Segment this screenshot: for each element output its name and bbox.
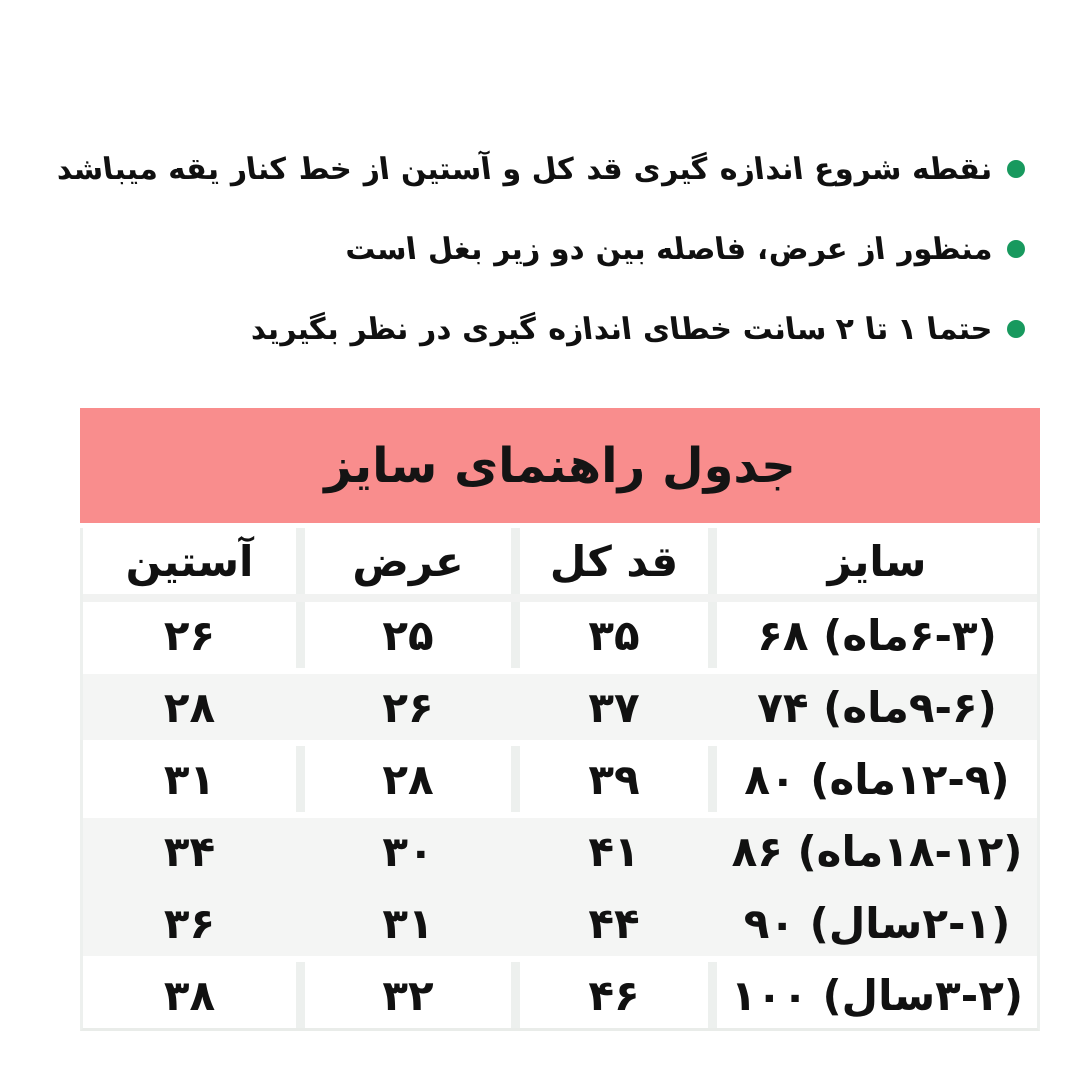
bullet-dot-icon xyxy=(1007,160,1025,178)
bullet-dot-icon xyxy=(1007,320,1025,338)
table-row xyxy=(83,890,1037,956)
table-row xyxy=(83,674,1037,740)
cell-width: ۳۱ xyxy=(382,898,434,948)
cell-sleeve: ۳۶ xyxy=(163,898,216,948)
note-text-3: حتما ۱ تا ۲ سانت خطای اندازه گیری در نظر بگیرید xyxy=(247,311,995,347)
column-gutter xyxy=(296,746,305,812)
header-separator xyxy=(83,594,1037,602)
cell-height: ۴۶ xyxy=(588,970,640,1020)
header-cell-size: سایز xyxy=(827,536,927,586)
column-gutter xyxy=(708,674,717,740)
notes-list xyxy=(56,150,1025,390)
cell-width: ۳۰ xyxy=(382,826,434,876)
cell-width: ۲۶ xyxy=(382,682,434,732)
header-cell-width: عرض xyxy=(352,536,464,586)
cell-height: ۳۷ xyxy=(588,682,640,732)
cell-size: (۱۲-۹ماه) ۸۰ xyxy=(744,754,1010,804)
cell-sleeve: ۲۶ xyxy=(163,610,216,660)
cell-size: (۲-۱سال) ۹۰ xyxy=(743,898,1011,948)
note-text-1: نقطه شروع اندازه گیری قد کل و آستین از خط کنار یقه میباشد xyxy=(54,151,995,187)
table-row xyxy=(83,962,1037,1028)
column-gutter xyxy=(708,528,717,594)
column-gutter xyxy=(296,674,305,740)
column-gutter xyxy=(511,528,520,594)
cell-width: ۳۲ xyxy=(382,970,434,1020)
header-cell-sleeve: آستین xyxy=(125,536,254,586)
table-header-row xyxy=(83,528,1037,594)
column-gutter xyxy=(708,962,717,1028)
column-gutter xyxy=(511,674,520,740)
column-gutter xyxy=(296,818,305,884)
note-item-1 xyxy=(56,150,1025,188)
cell-height: ۳۵ xyxy=(588,610,640,660)
note-text-2: منظور از عرض، فاصله بین دو زیر بغل است xyxy=(343,231,995,267)
note-item-2 xyxy=(56,230,1025,268)
cell-height: ۴۴ xyxy=(588,898,640,948)
column-gutter xyxy=(296,602,305,668)
cell-size: (۳-۲سال) ۱۰۰ xyxy=(730,970,1024,1020)
table-title: جدول راهنمای سایز xyxy=(324,437,796,494)
table-row xyxy=(83,602,1037,668)
cell-size: (۹-۶ماه) ۷۴ xyxy=(757,682,997,732)
cell-size: (۶-۳ماه) ۶۸ xyxy=(757,610,997,660)
column-gutter xyxy=(296,890,305,956)
size-table xyxy=(80,528,1040,1031)
column-gutter xyxy=(708,746,717,812)
column-gutter xyxy=(708,818,717,884)
column-gutter xyxy=(708,602,717,668)
table-title-band xyxy=(80,408,1040,523)
cell-size: (۱۸-۱۲ماه) ۸۶ xyxy=(731,826,1023,876)
table-row xyxy=(83,746,1037,812)
table-row xyxy=(83,818,1037,884)
cell-sleeve: ۳۴ xyxy=(163,826,216,876)
column-gutter xyxy=(296,528,305,594)
column-gutter xyxy=(511,962,520,1028)
column-gutter xyxy=(511,746,520,812)
bullet-dot-icon xyxy=(1007,240,1025,258)
column-gutter xyxy=(708,890,717,956)
cell-sleeve: ۳۸ xyxy=(163,970,216,1020)
column-gutter xyxy=(296,962,305,1028)
cell-height: ۳۹ xyxy=(588,754,640,804)
note-item-3 xyxy=(56,310,1025,348)
column-gutter xyxy=(511,818,520,884)
cell-width: ۲۸ xyxy=(382,754,434,804)
cell-sleeve: ۲۸ xyxy=(163,682,216,732)
cell-width: ۲۵ xyxy=(382,610,434,660)
column-gutter xyxy=(511,890,520,956)
cell-height: ۴۱ xyxy=(588,826,640,876)
column-gutter xyxy=(511,602,520,668)
table-body xyxy=(83,602,1037,1028)
cell-sleeve: ۳۱ xyxy=(163,754,216,804)
header-cell-height: قد کل xyxy=(549,536,679,586)
